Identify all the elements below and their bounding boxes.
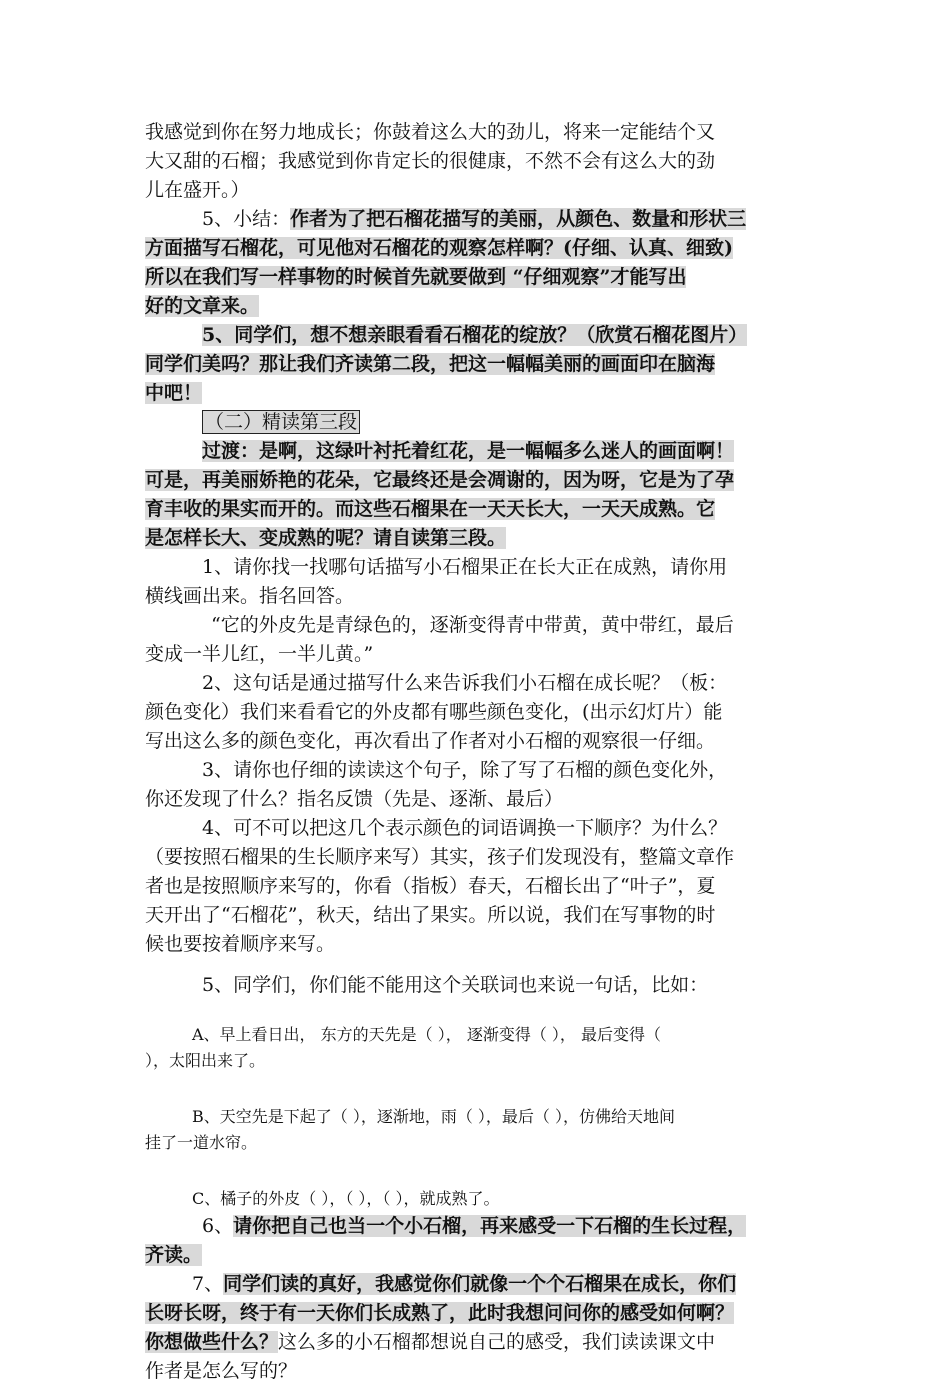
exercise-b-line: 挂了一道水帘。 [145,1133,258,1152]
text-line: 大又甜的石榴；我感觉到你肯定长的很健康，不然不会有这么大的劲 [145,150,716,172]
closing-line [145,1299,813,1328]
exercise-b-line: B、天空先是下起了（ ），逐渐地，雨（ ），最后（ ），仿佛给天地间 [192,1107,676,1126]
text-line: 写出这么多的颜色变化，再次看出了作者对小石榴的观察很一仔细。 [145,730,716,752]
closing-line: 作者是怎么写的？ [145,1360,298,1382]
text-line: 1、请你找一找哪句话描写小石榴果正在长大正在成熟，请你用 [202,556,728,578]
summary-line [145,292,813,321]
text-line: 者也是按照顺序来写的，你看（指板）春天，石榴长出了“叶子”，夏 [145,875,716,897]
transition-line [145,466,813,495]
question-text: 中吧！ [145,382,203,404]
closing-number: 7、 [192,1273,224,1295]
closing-line [145,1328,813,1357]
exercise-c-line: C、橘子的外皮（ ），（ ），（ ），就成熟了。 [192,1189,500,1208]
text-line: 颜色变化）我们来看看它的外皮都有哪些颜色变化，(出示幻灯片）能 [145,701,723,723]
closing-text-plain: 这么多的小石榴都想说自己的感受，我们读读课文中 [278,1331,716,1353]
quote-line: 变成一半儿红，一半儿黄。” [145,643,374,665]
closing-text: 长呀长呀，终于有一天你们长成熟了，此时我想问问你的感受如何啊？ [145,1302,735,1324]
transition-line [145,437,813,466]
transition-text: 是怎样长大、变成熟的呢？请自读第三段。 [145,527,507,549]
summary-line [145,263,813,292]
exercise-a-line: ），太阳出来了。 [145,1051,266,1070]
exercise-a-line: A、早上看日出， 东方的天先是（ ）， 逐渐变得（ ）， 最后变得（ [192,1025,661,1044]
question-text: 5、同学们，想不想亲眼看看石榴花的绽放？（欣赏石榴花图片） [202,324,748,346]
closing-line [145,1270,813,1299]
text-line: 儿在盛开。） [145,179,250,201]
reading-text: 请你把自己也当一个小石榴，再来感受一下石榴的生长过程， [233,1215,747,1237]
closing-text: 你想做些什么？ [145,1331,279,1353]
question-line [145,321,813,350]
text-line: 3、请你也仔细的读读这个句子，除了写了石榴的颜色变化外， [202,759,728,781]
question-text: 同学们美吗？那让我们齐读第二段，把这一幅幅美丽的画面印在脑海 [145,353,716,375]
reading-text: 齐读。 [145,1244,203,1266]
reading-line [145,1241,813,1270]
summary-text: 好的文章来。 [145,295,260,317]
question-line [145,350,813,379]
text-line: 候也要按着顺序来写。 [145,933,336,955]
closing-text: 同学们读的真好，我感觉你们就像一个个石榴果在成长，你们 [223,1273,737,1295]
prompt-line: 5、同学们，你们能不能用这个关联词也来说一句话，比如： [202,974,709,996]
summary-text: 方面描写石榴花，可见他对石榴花的观察怎样啊？(仔细、认真、细致) [145,237,733,259]
text-line: 4、可不可以把这几个表示颜色的词语调换一下顺序？为什么？ [202,817,728,839]
text-line: 2、这句话是通过描写什么来告诉我们小石榴在成长呢？（板： [202,672,728,694]
section-heading-text: （二）精读第三段 [202,410,360,434]
question-line [145,379,813,408]
summary-text: 作者为了把石榴花描写的美丽，从颜色、数量和形状三 [290,208,747,230]
reading-number: 6、 [202,1215,234,1237]
summary-line [145,234,813,263]
reading-line [145,1212,813,1241]
document-body [145,118,813,1386]
text-line: 横线画出来。指名回答。 [145,585,355,607]
summary-line [145,205,813,234]
transition-text: 育丰收的果实而开的。而这些石榴果在一天天长大，一天天成熟。它 [145,498,716,520]
section-heading [145,408,813,437]
text-line: 我感觉到你在努力地成长；你鼓着这么大的劲儿，将来一定能结个又 [145,121,716,143]
transition-line [145,524,813,553]
summary-text: 所以在我们写一样事物的时候首先就要做到 “仔细观察”才能写出 [145,266,687,288]
summary-label: 5、小结： [202,208,291,230]
transition-text: 过渡：是啊，这绿叶衬托着红花，是一幅幅多么迷人的画面啊！ [202,440,735,462]
text-line: 天开出了“石榴花”，秋天，结出了果实。所以说，我们在写事物的时 [145,904,716,926]
text-line: （要按照石榴果的生长顺序来写）其实，孩子们发现没有，整篇文章作 [145,846,735,868]
transition-line [145,495,813,524]
text-line: 你还发现了什么？指名反馈（先是、逐渐、最后） [145,788,564,810]
quote-line: “它的外皮先是青绿色的，逐渐变得青中带黄，黄中带红，最后 [211,614,734,636]
transition-text: 可是，再美丽娇艳的花朵，它最终还是会凋谢的，因为呀，它是为了孕 [145,469,735,491]
